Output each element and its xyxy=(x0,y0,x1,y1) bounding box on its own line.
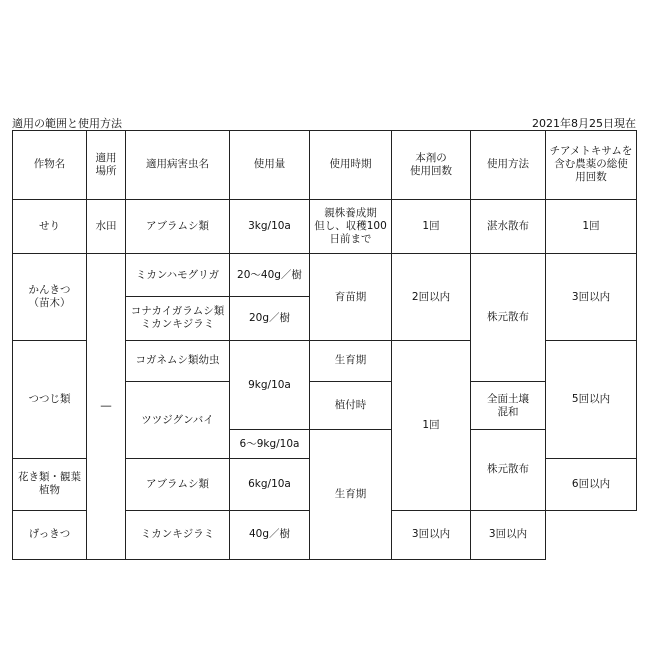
header-crop: 作物名 xyxy=(13,131,87,200)
header-timing: 使用時期 xyxy=(310,131,392,200)
usage-table xyxy=(12,130,637,560)
cell-crop: せり xyxy=(13,199,87,254)
cell-timing: 生育期 xyxy=(310,340,392,381)
cell-amount: 6～9kg/10a xyxy=(230,430,310,459)
cell-crop: げっきつ xyxy=(13,510,87,559)
header-pest: 適用病害虫名 xyxy=(126,131,230,200)
header-row xyxy=(13,131,637,200)
cell-timing: 育苗期 xyxy=(310,254,392,340)
table-title: 適用の範囲と使用方法 xyxy=(12,117,122,130)
cell-timing: 生育期 xyxy=(310,430,392,560)
header-total: チアメトキサムを 含む農薬の総使 用回数 xyxy=(546,131,637,200)
cell-total: 1回 xyxy=(546,199,637,254)
cell-amount: 6kg/10a xyxy=(230,459,310,510)
cell-crop: 花き類・観葉 植物 xyxy=(13,459,87,510)
cell-pest: アブラムシ類 xyxy=(126,459,230,510)
cell-method: 湛水散布 xyxy=(471,199,546,254)
cell-total: 6回以内 xyxy=(546,459,637,510)
header-amount: 使用量 xyxy=(230,131,310,200)
cell-method: 株元散布 xyxy=(471,254,546,382)
cell-amount: 20g／樹 xyxy=(230,296,310,340)
cell-uses: 3回以内 xyxy=(392,510,471,559)
cell-method: 株元散布 xyxy=(471,430,546,510)
cell-crop: かんきつ （苗木） xyxy=(13,254,87,340)
table-row xyxy=(13,254,637,296)
cell-amount: 3kg/10a xyxy=(230,199,310,254)
header-method: 使用方法 xyxy=(471,131,546,200)
cell-timing: 親株養成期 但し、収穫100 日前まで xyxy=(310,199,392,254)
cell-uses: 1回 xyxy=(392,340,471,510)
cell-pest: コナカイガラムシ類 ミカンキジラミ xyxy=(126,296,230,340)
cell-method: 全面土壌 混和 xyxy=(471,381,546,429)
cell-amount: 9kg/10a xyxy=(230,340,310,429)
cell-crop: つつじ類 xyxy=(13,340,87,458)
header-place: 適用 場所 xyxy=(87,131,126,200)
cell-place: 水田 xyxy=(87,199,126,254)
cell-amount: 20～40g／樹 xyxy=(230,254,310,296)
cell-uses: 2回以内 xyxy=(392,254,471,340)
cell-amount: 40g／樹 xyxy=(230,510,310,559)
cell-total: 3回以内 xyxy=(471,510,546,559)
cell-pest: ミカンハモグリガ xyxy=(126,254,230,296)
cell-place: ― xyxy=(87,254,126,560)
cell-pest: ミカンキジラミ xyxy=(126,510,230,559)
date-label: 2021年8月25日現在 xyxy=(532,117,636,130)
cell-pest: アブラムシ類 xyxy=(126,199,230,254)
cell-uses: 1回 xyxy=(392,199,471,254)
cell-total: 5回以内 xyxy=(546,340,637,458)
table-row xyxy=(13,199,637,254)
header-uses: 本剤の 使用回数 xyxy=(392,131,471,200)
cell-pest: コガネムシ類幼虫 xyxy=(126,340,230,381)
cell-total: 3回以内 xyxy=(546,254,637,340)
cell-pest: ツツジグンバイ xyxy=(126,381,230,458)
cell-timing: 植付時 xyxy=(310,381,392,429)
